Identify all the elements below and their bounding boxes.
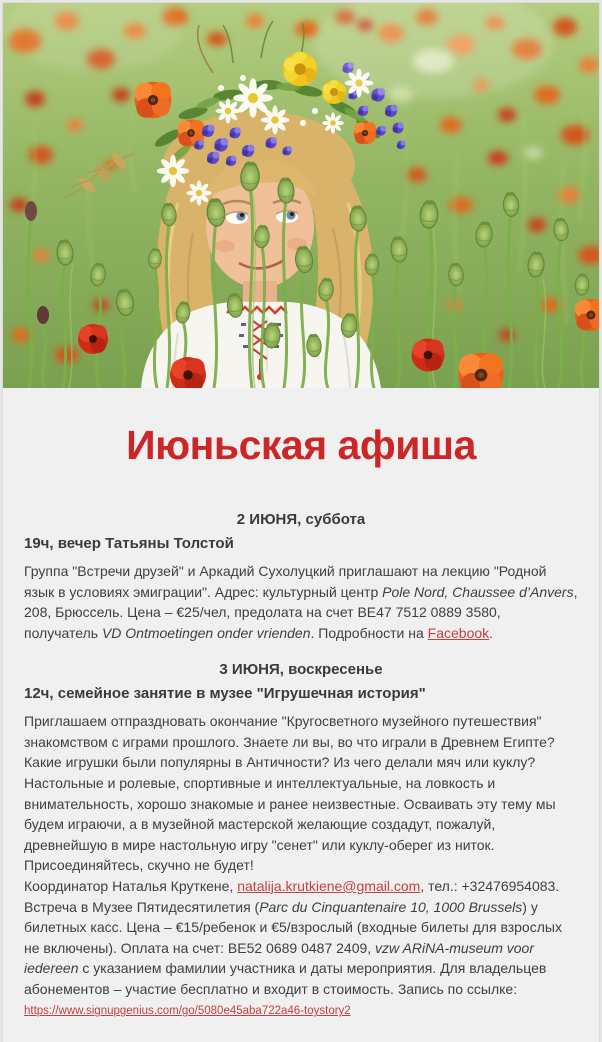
text-span: Присоединяйтесь, скучно не будет! xyxy=(24,857,254,874)
inline-link[interactable]: https://www.signupgenius.com/go/5080e45aba722a46-toystory2 xyxy=(24,1005,351,1018)
date-header: 3 ИЮНЯ, воскресенье xyxy=(219,661,383,679)
italic-text: vzw ARiNA-museum voor iedereen xyxy=(24,939,535,977)
italic-text: VD Ontmoetingen onder vrienden xyxy=(101,624,311,641)
paragraph-line xyxy=(24,855,578,876)
inline-link[interactable]: natalija.krutkiene@gmail.com xyxy=(237,877,421,894)
event-section-june-3 xyxy=(3,661,599,1020)
event-section-june-2 xyxy=(3,511,599,643)
event-description xyxy=(24,711,578,1020)
paragraph-line xyxy=(24,711,578,855)
text-span: Координатор Наталья Круткене, xyxy=(24,877,238,894)
text-span: Группа "Встречи друзей" и Аркадий Сухолуцкий приглашают на лекцию "Родной язык в условиях эмиграции". Адрес: культурный центр xyxy=(24,563,547,600)
text-span: с указанием фамилии участника и даты мероприятия. Для владельцев абонементов – участие бесплатно и входит в стоимость. Запись по ссылке: xyxy=(24,960,547,997)
text-span: . Подробности на xyxy=(310,624,428,641)
paragraph-line xyxy=(24,876,578,1020)
event-title: 19ч, вечер Татьяны Толстой xyxy=(24,535,234,552)
text-span: Приглашаем отпраздновать окончание "Кругосветного музейного путешествия" знакомством с играми прошлого. Знаете ли вы, во что играли в Древнем Египте? Какие игрушки были популярны в Античности? Из чего делали мяч или куклу? Настольные и ролевые, спортивные и интеллектуальные, на ловкость и внимательность, хорошо знакомые и ранее неизвестные. Осваивать эту тему мы будем играючи, а в музейной мастерской желающие создадут, пожалуй, древнейшую в мире настольную игру "сенет" или куклу-оберег из ниток. xyxy=(24,713,556,853)
text-span: , тел.: +32476954083. Встреча в Музее Пятидесятилетия ( xyxy=(24,877,560,915)
paragraph-line xyxy=(24,561,578,643)
bottom-padding xyxy=(3,1020,599,1042)
italic-text: Parc du Cinquantenaire 10, 1000 Brussels xyxy=(259,898,523,915)
text-span: ) у билетных касс. Цена – €15/ребенок и €5/взрослый (входные билеты для взрослых не включены). Оплата на счет: BE52 0689 0487 2409, xyxy=(24,898,562,956)
italic-text: Pole Nord, Chaussee d’Anvers xyxy=(382,583,574,600)
text-span: , 208, Брюссель. Цена – €25/чел, предолата на счет BE47 7512 0889 3580, получатель xyxy=(24,583,578,641)
hero-image xyxy=(3,3,599,388)
page-title: Июньская афиша xyxy=(126,422,476,468)
inline-link[interactable]: Facebook xyxy=(427,624,490,641)
email-body xyxy=(3,3,599,1042)
event-title: 12ч, семейное занятие в музее "Игрушечная история" xyxy=(24,685,426,703)
text-span: . xyxy=(489,624,494,641)
event-description xyxy=(24,561,578,643)
date-header: 2 ИЮНЯ, суббота xyxy=(236,511,366,528)
